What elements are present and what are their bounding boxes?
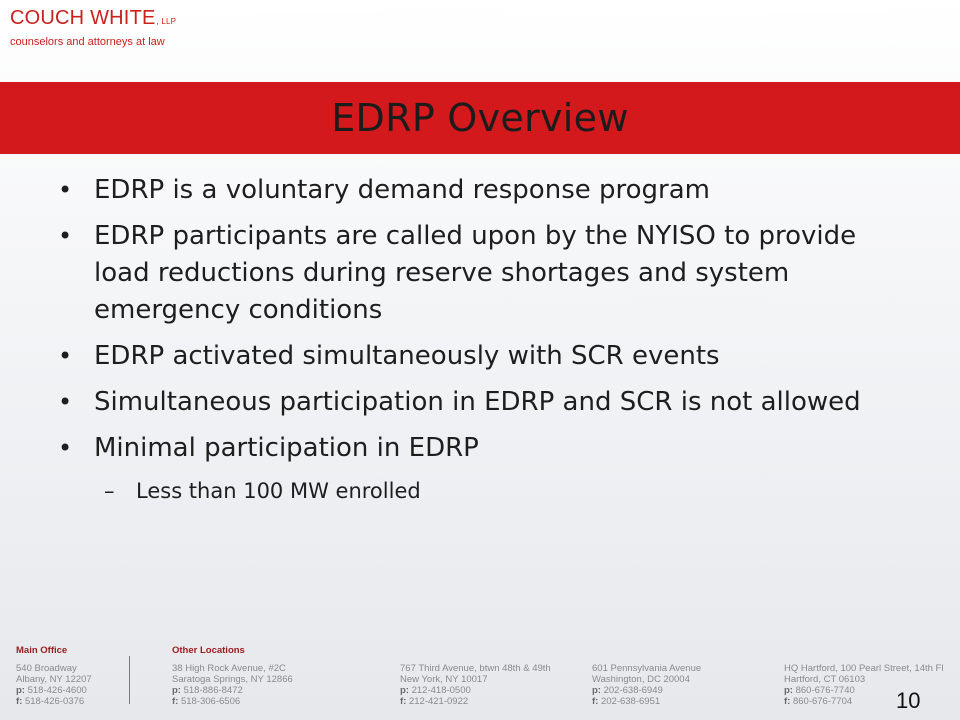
slide-title: EDRP Overview — [331, 96, 629, 140]
sub-bullet-item: – Less than 100 MW enrolled — [56, 476, 916, 506]
title-bar — [0, 82, 960, 154]
office-address: 38 High Rock Avenue, #2C Saratoga Springs, NY 12866 p: 518-886-8472 f: 518-306-6506 — [172, 663, 293, 707]
footer — [0, 642, 960, 720]
logo-suffix: , LLP — [156, 17, 177, 26]
page-number: 10 — [896, 688, 921, 713]
bullet-item: • EDRP participants are called upon by the NYISO to provide load reductions during reserve shortages and system emergency conditions — [56, 218, 916, 329]
bullet-item: • EDRP is a voluntary demand response program — [56, 172, 916, 209]
office-address: 767 Third Avenue, btwn 48th & 49th New York, NY 10017 p: 212-418-0500 f: 212-421-0922 — [400, 663, 551, 707]
other-locations-label: Other Locations — [172, 645, 245, 656]
bullet-item: • Minimal participation in EDRP — [56, 430, 916, 467]
bullet-list — [56, 172, 916, 506]
bullet-item: • EDRP activated simultaneously with SCR events — [56, 338, 916, 375]
main-office-label: Main Office — [16, 645, 68, 656]
logo-name: COUCH WHITE, LLP — [10, 7, 177, 29]
office-address: HQ Hartford, 100 Pearl Street, 14th Fl Hartford, CT 06103 p: 860-676-7740 f: 860-676-7704 — [784, 663, 944, 707]
company-logo — [10, 6, 176, 48]
office-address: 540 Broadway Albany, NY 12207 p: 518-426-4600 f: 518-426-0376 — [16, 663, 92, 707]
bullet-item: • Simultaneous participation in EDRP and SCR is not allowed — [56, 384, 916, 421]
office-address: 601 Pennsylvania Avenue Washington, DC 20004 p: 202-638-6949 f: 202-638-6951 — [592, 663, 702, 707]
logo-tagline: counselors and attorneys at law — [10, 36, 165, 48]
